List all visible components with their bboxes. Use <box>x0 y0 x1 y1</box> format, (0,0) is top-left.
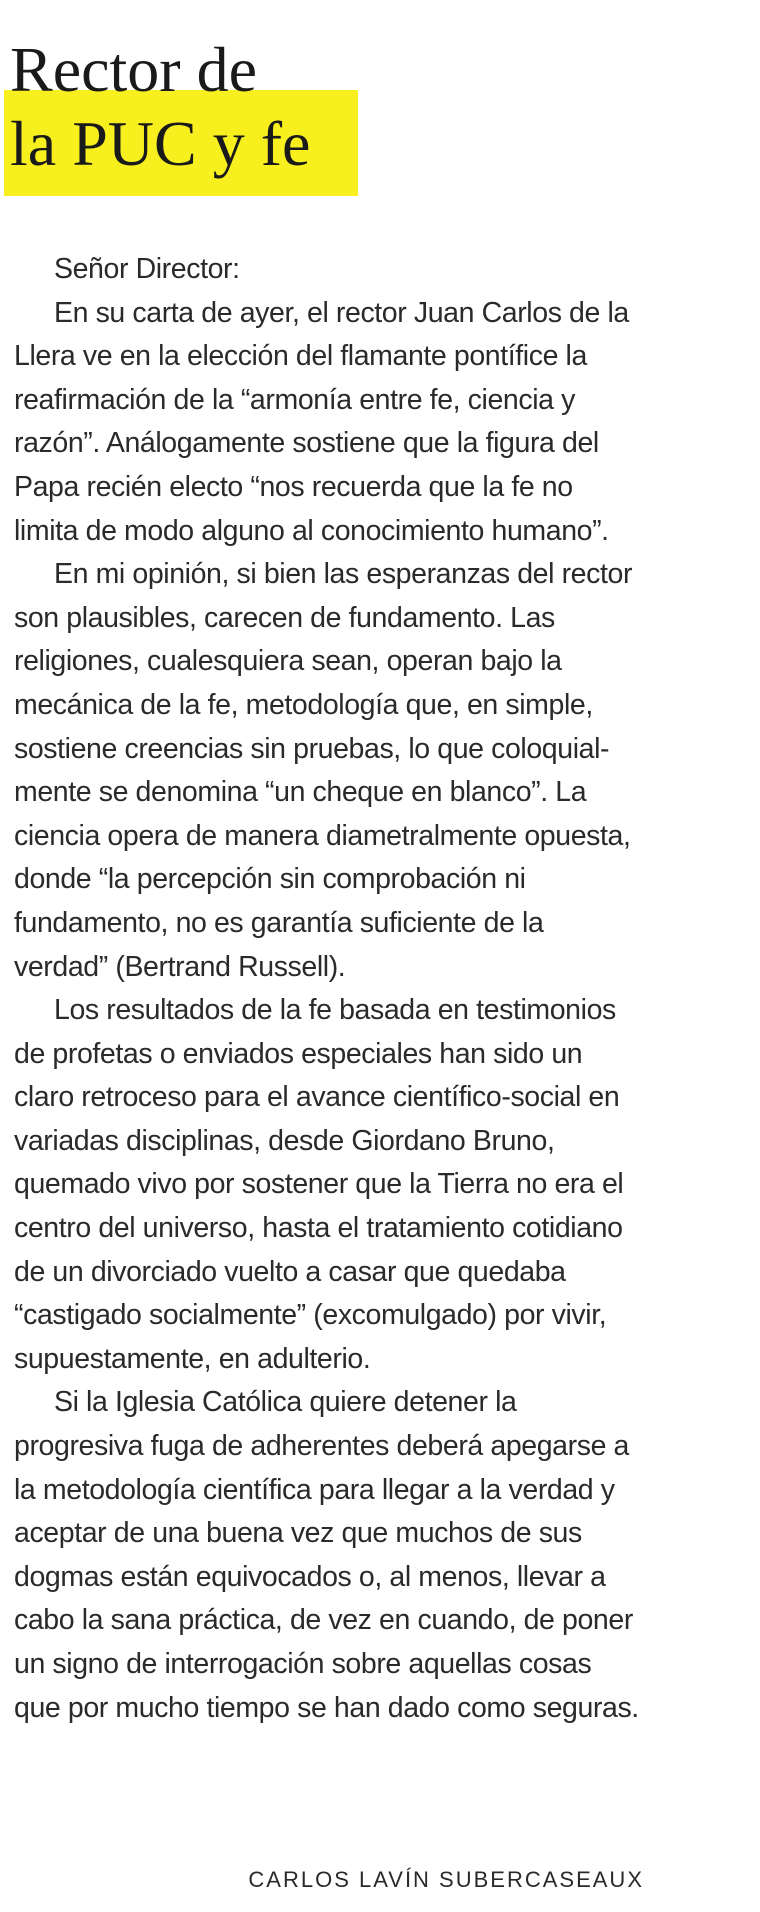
paragraph-3: Los resultados de la fe basada en testimonios de profetas o enviados especiales han sido un claro retroceso para el avance científico-social en variadas disciplinas, desde Giordano Bruno, quemado vivo por sostener que la Tierra no era el centro del universo, hasta el tratamiento cotidiano de un divorciado vuelto a casar que quedaba “castigado socialmente” (excomulgado) por vivir, supuestamente, en adulterio. <box>14 994 624 1375</box>
paragraph-2: En mi opinión, si bien las esperanzas del rector son plausibles, carecen de fundamento. Las religiones, cualesquiera sean, operan bajo la mecánica de la fe, metodología que, en simple, sostiene creencias sin pruebas, lo que coloquialmente se denomina “un cheque en blanco”. La ciencia opera de manera diametralmente opuesta, donde “la percepción sin comprobación ni fundamento, no es garantía suficiente de la verdad” (Bertrand Russell). <box>14 558 633 983</box>
letter-body <box>14 248 644 1730</box>
salutation: Señor Director: <box>54 253 240 285</box>
headline-line-2: la PUC y fe <box>10 108 311 179</box>
headline-line-1: Rector de <box>10 34 257 105</box>
paragraph-4: Si la Iglesia Católica quiere detener la progresiva fuga de adherentes deberá apegarse a la metodología científica para llegar a la verdad y aceptar de una buena vez que muchos de sus dogmas están equivocados o, al menos, llevar a cabo la sana práctica, de vez en cuando, de poner un signo de interrogación sobre aquellas cosas que por mucho tiempo se han dado como seguras. <box>14 1386 639 1724</box>
author-signature: CARLOS LAVÍN SUBERCASEAUX <box>248 1867 644 1892</box>
paragraph-1: En su carta de ayer, el rector Juan Carlos de la Llera ve en la elección del flamante pontífice la reafirmación de la “armonía entre fe, ciencia y razón”. Análogamente sostiene que la figura del Papa recién electo “nos recuerda que la fe no limita de modo alguno al conocimiento humano”. <box>14 296 629 547</box>
